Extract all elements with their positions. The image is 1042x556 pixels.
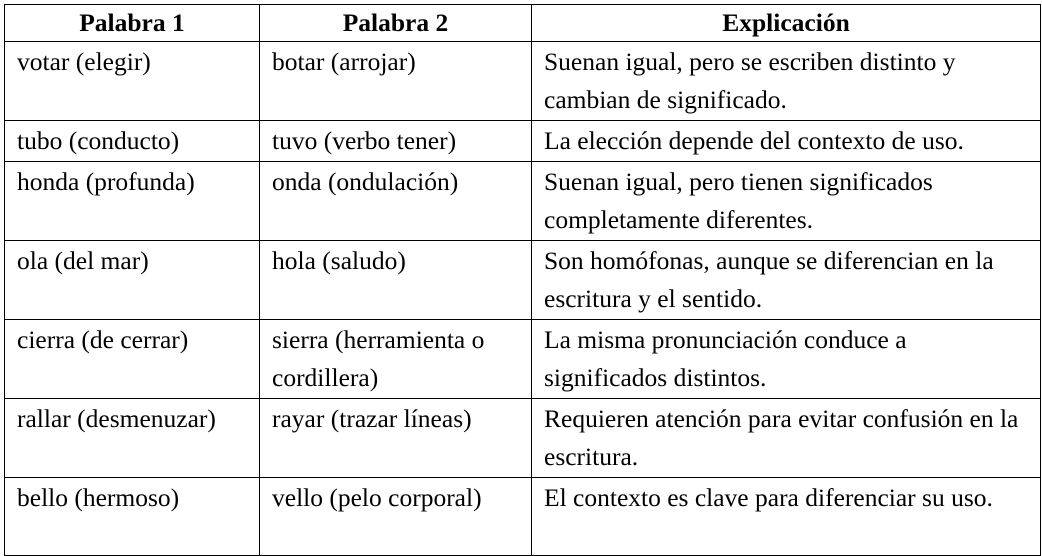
word-1-cell: honda (profunda) [5,162,260,241]
word-1-cell: ola (del mar) [5,241,260,320]
word-2-cell: vello (pelo corporal) [260,478,532,556]
header-palabra-2: Palabra 2 [260,5,532,42]
explanation-cell: El contexto es clave para diferenciar su uso. [532,478,1041,556]
word-2-cell: rayar (trazar líneas) [260,399,532,478]
table-row [5,241,1041,320]
word-1-cell: bello (hermoso) [5,478,260,556]
word-2-cell: botar (arrojar) [260,42,532,121]
explanation-cell: Requieren atención para evitar confusión en la escritura. [532,399,1041,478]
table-header-row [5,5,1041,42]
word-1-cell: tubo (conducto) [5,121,260,162]
word-2-cell: hola (saludo) [260,241,532,320]
table-row [5,121,1041,162]
homophones-table [4,4,1041,556]
table-row [5,162,1041,241]
word-1-cell: rallar (desmenuzar) [5,399,260,478]
table-row [5,320,1041,399]
explanation-cell: Suenan igual, pero tienen significados completamente diferentes. [532,162,1041,241]
explanation-cell: Son homófonas, aunque se diferencian en la escritura y el sentido. [532,241,1041,320]
explanation-cell: Suenan igual, pero se escriben distinto y cambian de significado. [532,42,1041,121]
table-row [5,399,1041,478]
word-2-cell: sierra (herramienta o cordillera) [260,320,532,399]
word-2-cell: onda (ondulación) [260,162,532,241]
header-palabra-1: Palabra 1 [5,5,260,42]
word-1-cell: votar (elegir) [5,42,260,121]
table-row [5,42,1041,121]
table-row [5,478,1041,556]
header-explicacion: Explicación [532,5,1041,42]
explanation-cell: La elección depende del contexto de uso. [532,121,1041,162]
explanation-cell: La misma pronunciación conduce a significados distintos. [532,320,1041,399]
word-2-cell: tuvo (verbo tener) [260,121,532,162]
word-1-cell: cierra (de cerrar) [5,320,260,399]
